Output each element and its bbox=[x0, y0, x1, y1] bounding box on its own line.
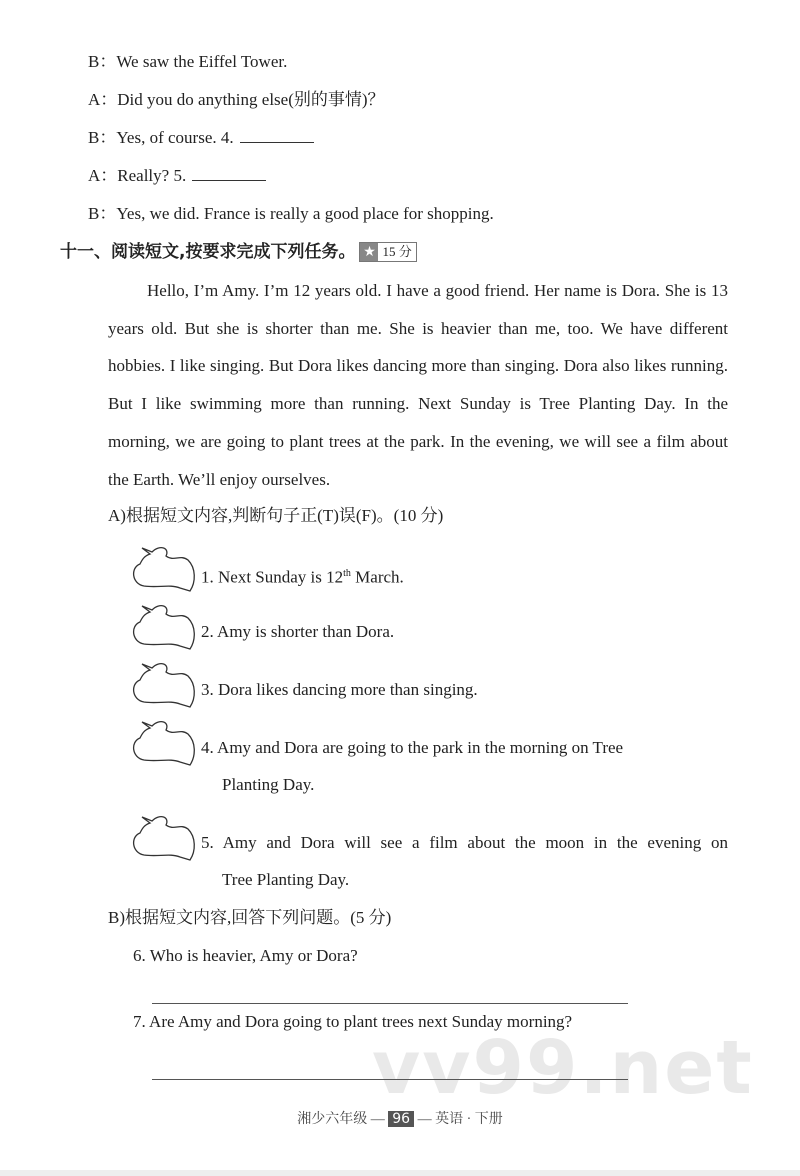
answer-line-6[interactable] bbox=[152, 1003, 628, 1004]
apple-answer-box-icon[interactable] bbox=[130, 660, 196, 708]
line-text: We saw the Eiffel Tower. bbox=[116, 52, 288, 71]
watermark: vv99.net bbox=[372, 1025, 754, 1111]
apple-answer-box-icon[interactable] bbox=[130, 544, 196, 592]
part-b-title: B)根据短文内容,回答下列问题。(5 分) bbox=[108, 908, 392, 927]
speaker: B： bbox=[88, 204, 117, 223]
question-6: 6. Who is heavier, Amy or Dora? bbox=[133, 946, 358, 965]
answer-line-7[interactable] bbox=[152, 1079, 628, 1080]
page-footer bbox=[0, 1108, 800, 1128]
tf-item-2: 2. Amy is shorter than Dora. bbox=[201, 622, 395, 641]
question-7: 7. Are Amy and Dora going to plant trees next Sunday morning? bbox=[133, 1012, 573, 1031]
superscript: th bbox=[343, 568, 351, 579]
part-a-title: A)根据短文内容,判断句子正(T)误(F)。(10 分) bbox=[108, 506, 444, 525]
tf-item-4: 4. Amy and Dora are going to the park in the morning on Tree bbox=[201, 738, 624, 757]
reading-passage: Hello, I’m Amy. I’m 12 years old. I have a good friend. Her name is Dora. She is 13 years old. But she is shorter than me. She is heavier than me, too. We have different hobbies. I like singing. But Dora likes dancing more than singing. Dora also likes running. But I like swimming more than running. Next Sunday is Tree Planting Day. In the morning, we are going to plant trees at the park. In the evening, we will see a film about the Earth. We’ll enjoy ourselves. bbox=[108, 281, 728, 489]
dialogue-line-4 bbox=[88, 166, 266, 186]
line-text: Really? 5. bbox=[117, 166, 187, 185]
tf-item-5-cont: Tree Planting Day. bbox=[222, 870, 350, 889]
dialogue-line-1 bbox=[88, 52, 287, 72]
line-text: Yes, we did. France is really a good place for shopping. bbox=[116, 204, 494, 223]
apple-answer-box-icon[interactable] bbox=[130, 718, 196, 766]
footer-left: 湘少六年级 — bbox=[297, 1112, 385, 1127]
speaker: B： bbox=[88, 128, 117, 147]
score-badge bbox=[359, 242, 416, 262]
item-text-end: March. bbox=[350, 567, 404, 587]
apple-answer-box-icon[interactable] bbox=[130, 813, 196, 861]
item-text: 1. Next Sunday is 12 bbox=[201, 567, 344, 587]
section-title: 十一、阅读短文,按要求完成下列任务。 bbox=[60, 242, 356, 262]
score-text: 15 分 bbox=[382, 244, 412, 259]
tf-item-3: 3. Dora likes dancing more than singing. bbox=[201, 680, 478, 699]
section-heading bbox=[60, 242, 417, 262]
bottom-border bbox=[0, 1170, 800, 1176]
tf-item-5: 5. Amy and Dora will see a film about the moon in the evening on bbox=[201, 833, 728, 852]
speaker: B： bbox=[88, 52, 117, 71]
dialogue-line-2 bbox=[88, 90, 385, 110]
tf-item-1 bbox=[201, 564, 404, 588]
dialogue-line-3 bbox=[88, 128, 314, 148]
tf-item-4-cont: Planting Day. bbox=[222, 775, 315, 794]
footer-right: — 英语 · 下册 bbox=[417, 1112, 503, 1127]
answer-blank-5[interactable] bbox=[192, 166, 266, 181]
speaker: A： bbox=[88, 90, 118, 109]
answer-blank-4[interactable] bbox=[240, 128, 314, 143]
dialogue-line-5 bbox=[88, 204, 494, 224]
star-icon: ★ bbox=[360, 243, 378, 261]
speaker: A： bbox=[88, 166, 118, 185]
page-number: 96 bbox=[388, 1111, 414, 1127]
line-text: Did you do anything else(别的事情)？ bbox=[117, 90, 385, 109]
line-text: Yes, of course. 4. bbox=[116, 128, 234, 147]
apple-answer-box-icon[interactable] bbox=[130, 602, 196, 650]
